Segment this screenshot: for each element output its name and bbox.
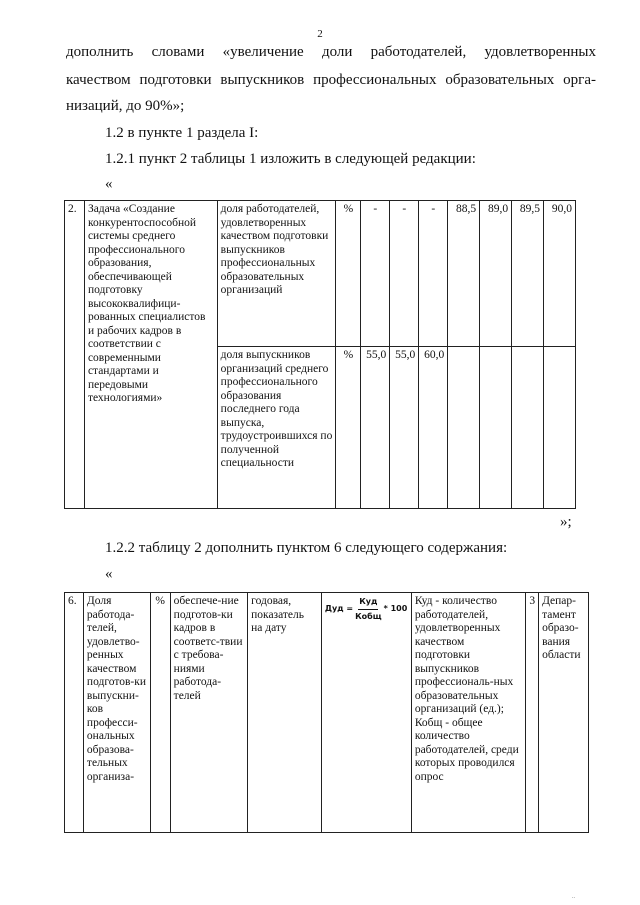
value-cell: 89,5 [512,201,544,347]
indicator-cell: доля выпускников организаций среднего профессионального образования последнего года выпуска, трудоустроившихся по полученной специальности [217,347,336,509]
indicator-cell: доля работодателей, удовлетворенных качеством подготовки выпускников профессиональных образовательных организаций [217,201,336,347]
value-cell: - [361,201,390,347]
paragraph-item-1-2-1: 1.2.1 пункт 2 таблицы 1 изложить в следующей редакции: [105,151,476,167]
value-cell [480,347,512,509]
responsible-cell: Депар-тамент образо-вания области [539,593,589,833]
value-cell: 90,0 [544,201,576,347]
source-cell: 3 [526,593,539,833]
value-cell: - [419,201,448,347]
value-cell: 89,0 [480,201,512,347]
value-cell [544,347,576,509]
unit-cell: % [336,347,361,509]
table-1 [64,200,576,509]
paragraph-item-1-2-2: 1.2.2 таблицу 2 дополнить пунктом 6 следующего содержания: [105,540,508,556]
value-cell: 60,0 [419,347,448,509]
row-number: 6. [65,593,84,833]
table-2 [64,592,589,833]
description-cell: Куд - количество работодателей, удовлетворенных качеством подготовки выпускников профессиональ-ных образовательных организаций (ед.); Кобщ - общее количество работодателей, среди которых проводился опрос [411,593,526,833]
value-cell [512,347,544,509]
purpose-cell: обеспече-ние подготов-ки кадров в соответс-твии с требова-ниями работода-телей [170,593,247,833]
value-cell: - [390,201,419,347]
formula-rhs: * 100 [383,604,408,614]
quote-close: »; [560,514,572,530]
formula-numerator: Куд [358,595,378,610]
quote-open: « [105,176,113,192]
unit-cell: % [336,201,361,347]
paragraph-line: дополнить словами «увеличение доли работодателей, удовлетворенных [66,44,596,60]
paragraph-line: качеством подготовки выпускников профессиональных образовательных орга- [66,72,596,88]
formula-fraction [355,595,381,623]
quote-open: « [105,566,113,582]
row-number: 2. [65,201,85,509]
footer-mark: .. [572,894,575,900]
page-number: 2 [317,28,323,40]
indicator-cell: Доля работода-телей, удовлетво-ренных качеством подготов-ки выпускни-ков професси-ональных образова-тельных организа- [83,593,150,833]
value-cell: 55,0 [361,347,390,509]
formula [325,595,408,623]
paragraph-line: низаций, до 90%»; [66,98,185,114]
table-row [65,201,576,347]
value-cell [448,347,480,509]
formula-denominator: Кобщ [355,611,382,621]
value-cell: 55,0 [390,347,419,509]
task-cell: Задача «Создание конкурентоспособной системы среднего профессионального образования, обеспечивающей подготовку высококвалифици-рованных специалистов и рабочих кадров в соответствии с современными стандартами и передовыми технологиями» [84,201,217,509]
period-cell: годовая, показатель на дату [248,593,322,833]
unit-cell: % [150,593,170,833]
value-cell: 88,5 [448,201,480,347]
paragraph-item-1-2: 1.2 в пункте 1 раздела I: [105,125,259,141]
table-row [65,593,589,833]
formula-lhs: Дуд = [324,604,354,614]
formula-cell [321,593,411,833]
